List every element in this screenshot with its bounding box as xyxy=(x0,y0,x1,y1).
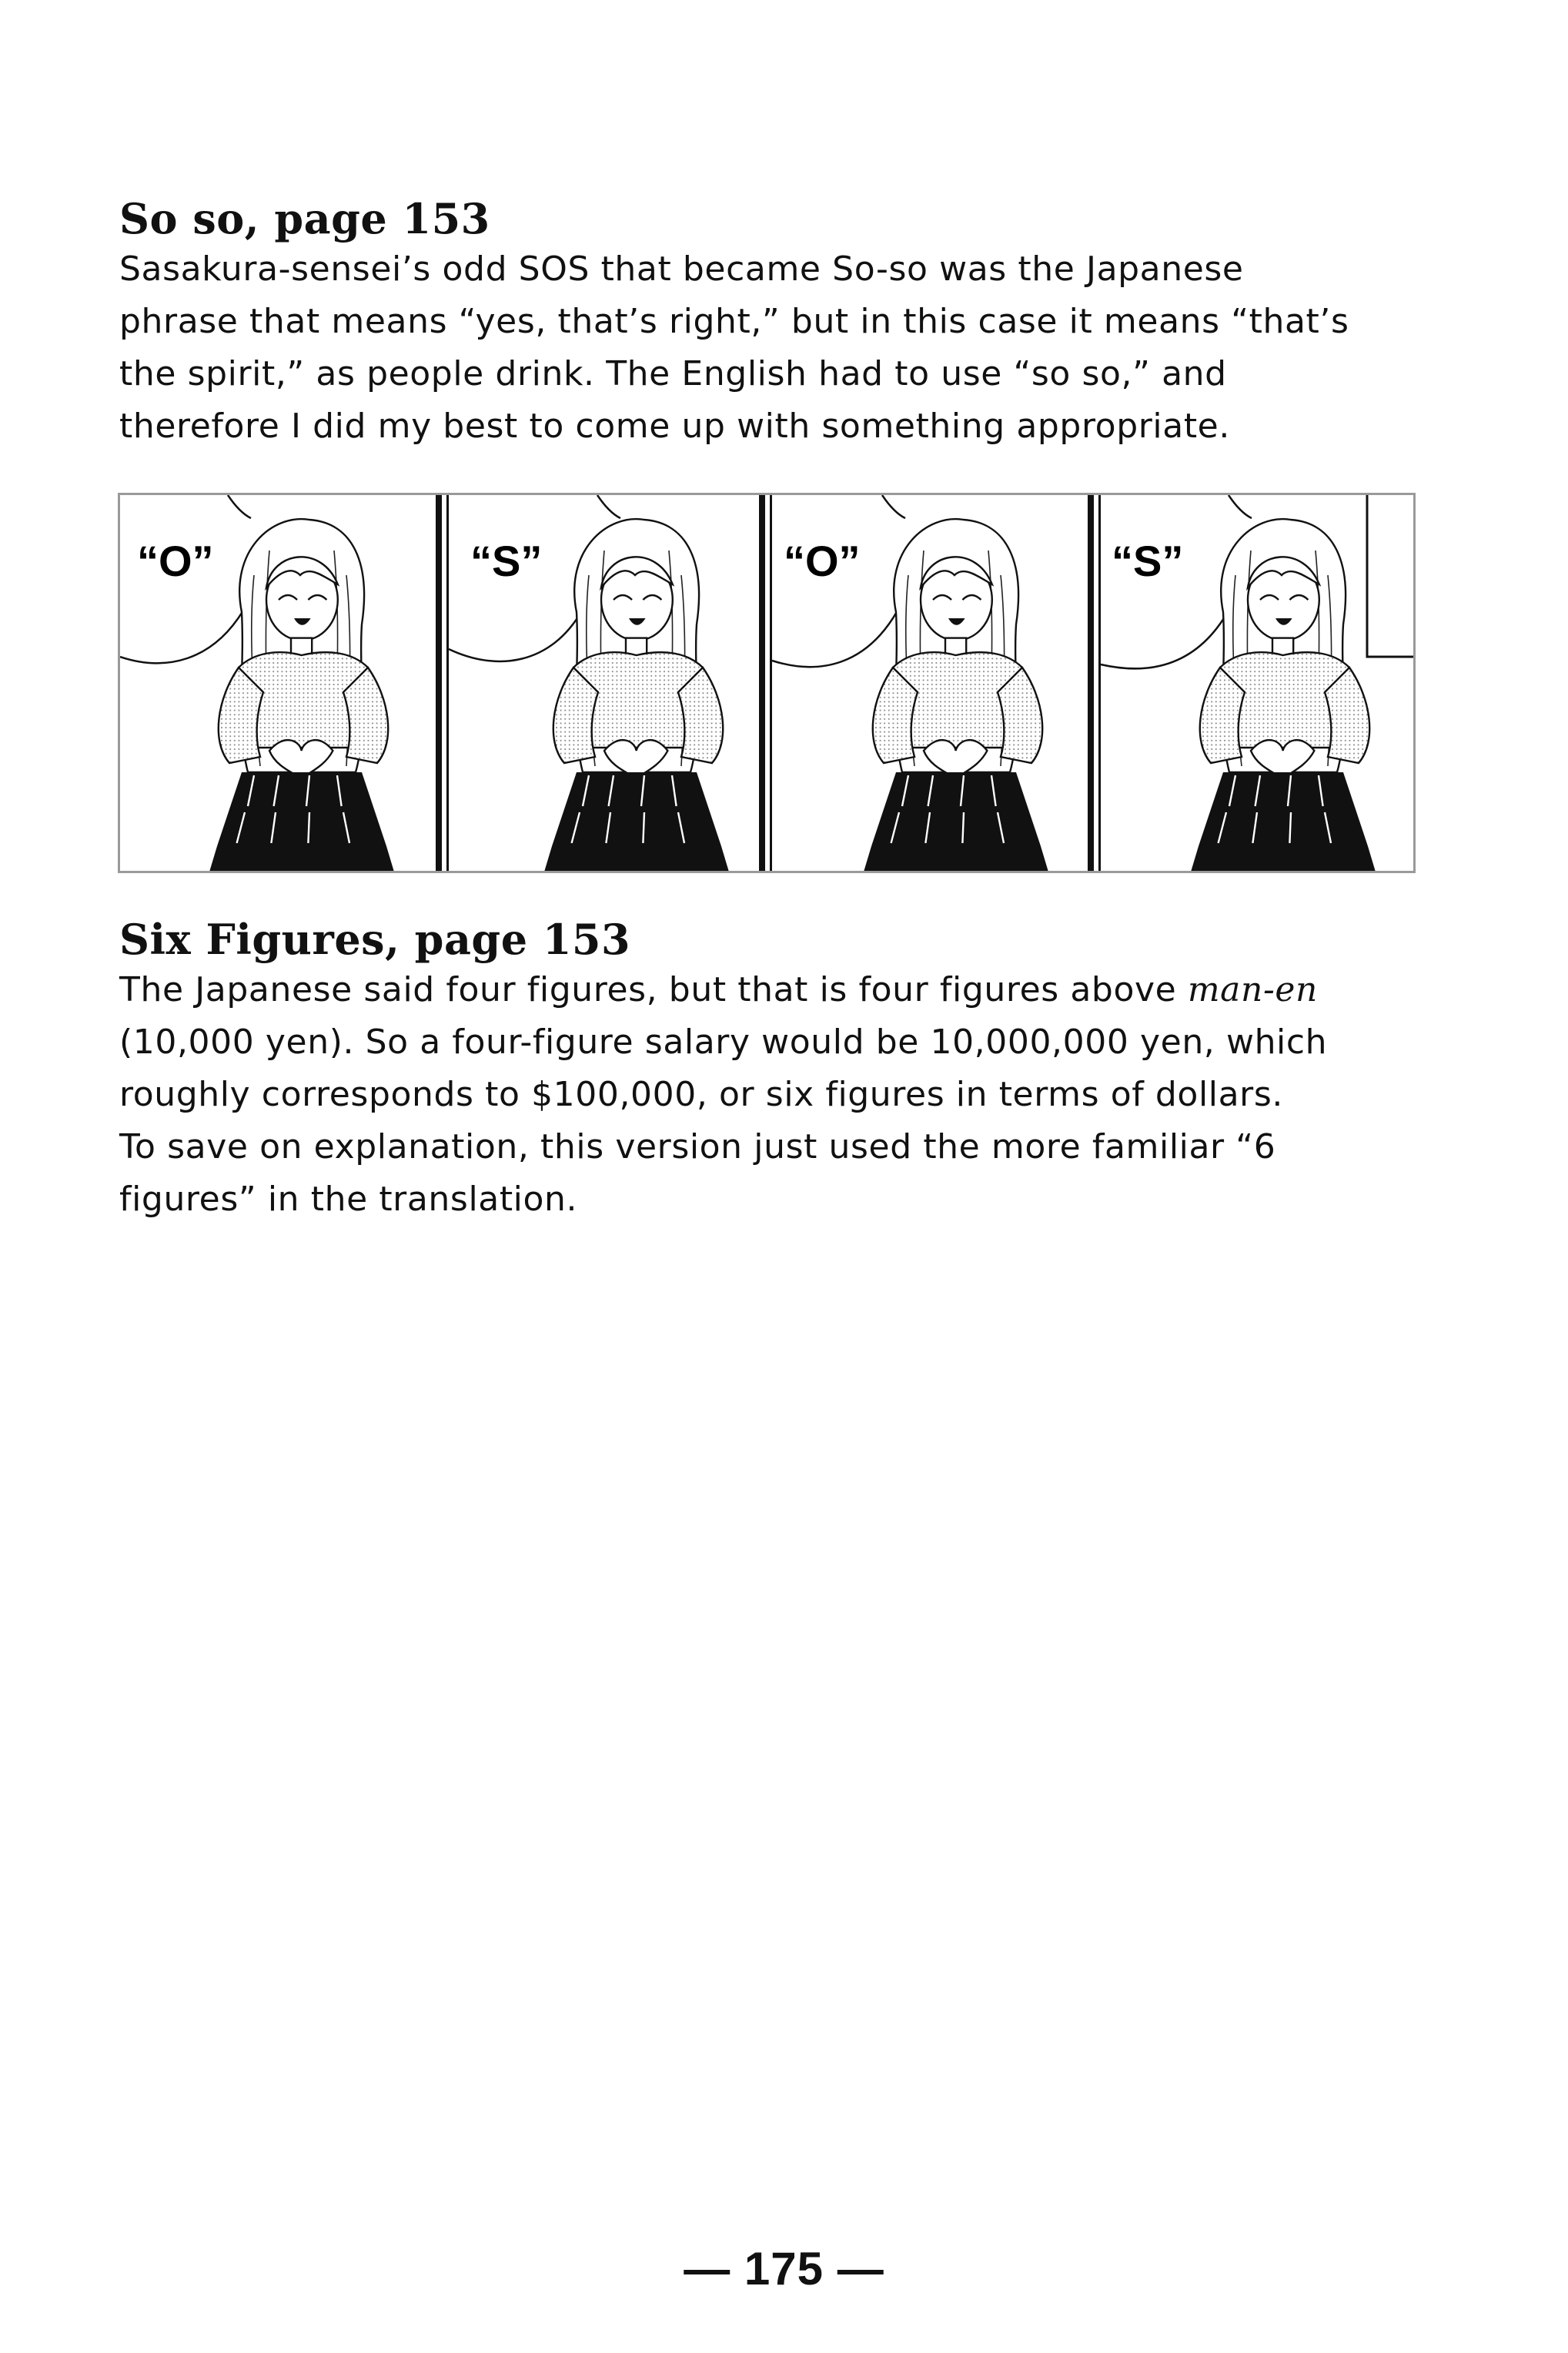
note-body xyxy=(119,243,1428,453)
comic-panel-3 xyxy=(772,495,1088,871)
comic-panel-2 xyxy=(449,495,759,871)
sfx-text: “S” xyxy=(470,537,543,585)
note-line: (10,000 yen). So a four-figure salary would be 10,000,000 yen, which xyxy=(119,1023,1328,1062)
note-line: roughly corresponds to $100,000, or six figures in terms of dollars. xyxy=(119,1075,1283,1114)
note-so-so xyxy=(119,194,1428,453)
note-line: therefore I did my best to come up with something appropriate. xyxy=(119,407,1230,446)
note-line xyxy=(119,970,1318,1009)
sfx-text: “S” xyxy=(1112,537,1184,585)
note-line: phrase that means “yes, that’s right,” but in this case it means “that’s xyxy=(119,302,1349,341)
italic-term: man-en xyxy=(1187,970,1318,1009)
note-heading: Six Figures, page 153 xyxy=(119,915,631,964)
sfx-text: “O” xyxy=(137,537,214,585)
note-six-figures xyxy=(119,915,1428,1226)
note-heading: So so, page 153 xyxy=(119,194,490,243)
note-line: Sasakura-sensei’s odd SOS that became So-so was the Japanese xyxy=(119,249,1244,289)
note-body xyxy=(119,964,1428,1226)
comic-panel-1 xyxy=(120,495,436,871)
manga-panel-strip xyxy=(118,493,1416,873)
note-line: the spirit,” as people drink. The English had to use “so so,” and xyxy=(119,354,1227,393)
comic-panel-4 xyxy=(1101,495,1413,871)
sfx-text: “O” xyxy=(784,537,861,585)
note-line: To save on explanation, this version just used the more familiar “6 xyxy=(119,1127,1276,1166)
page-number: — 175 — xyxy=(684,2243,884,2294)
note-line: figures” in the translation. xyxy=(119,1180,578,1219)
note-line-text: The Japanese said four figures, but that is four figures above xyxy=(119,970,1188,1009)
